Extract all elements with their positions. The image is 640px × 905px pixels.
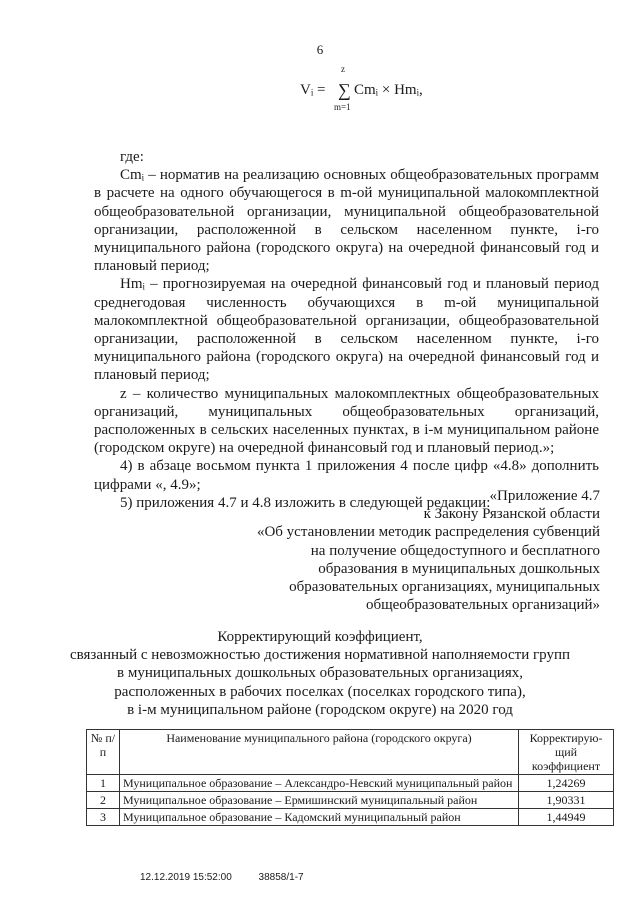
cell-district: Муниципальное образование – Кадомский муниципальный район <box>120 809 519 826</box>
formula-lhs: Vᵢ = <box>300 82 326 98</box>
footer-doc-id: 38858/1-7 <box>258 872 304 883</box>
appendix-line: образовательных организациях, муниципальных <box>289 579 600 596</box>
heading-line: в муниципальных дошкольных образовательных организациях, <box>117 665 523 682</box>
heading-line: расположенных в рабочих поселках (поселках городского типа), <box>114 683 526 700</box>
formula-sum-sign: ∑ <box>338 80 351 100</box>
formula-rhs: Cmᵢ × Hmᵢ, <box>354 82 423 98</box>
formula-sum-upper: z <box>341 64 345 74</box>
cell-coefficient: 1,24269 <box>519 775 614 792</box>
paragraph-z: z – количество муниципальных малокомплектных общеобразовательных организаций, муниципальных общеобразовательных организаций, расположенных в сельских населенных пунктах, в i-м муниципальном районе (городском округе) на очередной финансовый год и плановый период.»; <box>94 385 599 457</box>
paragraph-item-5: 5) приложения 4.7 и 4.8 изложить в следующей редакции: <box>120 494 491 511</box>
cell-coefficient: 1,44949 <box>519 809 614 826</box>
paragraph-where: где: <box>120 149 144 165</box>
footer-stamp <box>140 872 328 883</box>
paragraph-cm: Cmᵢ – норматив на реализацию основных общеобразовательных программ в расчете на одного обучающегося в m-ой муниципальной малокомплектной общеобразовательной организации, муниципальной общеобразовательной организации, расположенной в сельском населенном пункте, i-го муниципального района (городского округа) на очередной финансовый год и плановый период; <box>94 167 599 275</box>
header-district: Наименование муниципального района (городского округа) <box>120 730 519 775</box>
heading-line: связанный с невозможностью достижения нормативной наполняемости групп <box>69 647 571 664</box>
appendix-line: на получение общедоступного и бесплатного <box>310 542 600 559</box>
footer-timestamp: 12.12.2019 15:52:00 <box>140 872 232 883</box>
cell-district: Муниципальное образование – Александро-Невский муниципальный район <box>120 775 519 792</box>
formula-sum-lower: m=1 <box>334 102 351 112</box>
page-number: 6 <box>316 42 324 57</box>
table-heading <box>60 628 580 719</box>
table-row <box>87 809 614 826</box>
coefficient-table <box>86 729 614 826</box>
header-coefficient: Корректирую-щий коэффициент <box>519 730 614 775</box>
cell-number: 2 <box>87 792 120 809</box>
cell-district: Муниципальное образование – Ермишинский муниципальный район <box>120 792 519 809</box>
heading-line: Корректирующий коэффициент, <box>217 629 423 645</box>
header-number: № п/п <box>87 730 120 775</box>
appendix-line: «Об установлении методик распределения субвенций <box>256 524 600 541</box>
table-row <box>87 792 614 809</box>
cell-coefficient: 1,90331 <box>519 792 614 809</box>
cell-number: 1 <box>87 775 120 792</box>
formula <box>300 62 460 112</box>
paragraph-hm: Hmᵢ – прогнозируемая на очередной финансовый год и плановый период среднегодовая численность обучающихся в m-ой муниципальной малокомплектной общеобразовательной организации, общеобразовательной организации, расположенной в сельском населенном пункте, i-го муниципального района (городского округа) на очередной финансовый год и плановый период; <box>94 276 599 384</box>
cell-number: 3 <box>87 809 120 826</box>
paragraph-item-4: 4) в абзаце восьмом пункта 1 приложения 4 после цифр «4.8» дополнить цифрами «, 4.9»; <box>94 458 599 493</box>
table-row <box>87 775 614 792</box>
appendix-line: общеобразовательных организаций» <box>365 597 600 614</box>
appendix-line: к Закону Рязанской области <box>423 506 600 523</box>
appendix-block <box>240 487 600 614</box>
heading-line: в i-м муниципальном районе (городском округе) на 2020 год <box>127 701 513 718</box>
table-header-row <box>87 730 614 775</box>
body-text <box>94 148 599 512</box>
appendix-line: «Приложение 4.7 <box>489 488 600 504</box>
appendix-line: образования в муниципальных дошкольных <box>318 560 600 577</box>
